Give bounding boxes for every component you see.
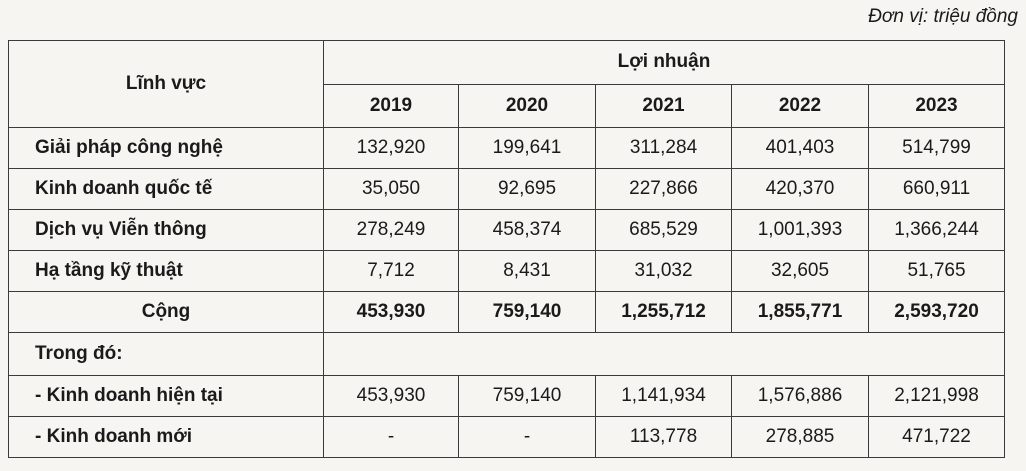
- row-value: 759,140: [459, 376, 596, 417]
- table-row: [9, 251, 1005, 292]
- row-value: 1,141,934: [596, 376, 732, 417]
- row-value: -: [459, 417, 596, 458]
- row-value: 8,431: [459, 251, 596, 292]
- row-value: 453,930: [324, 376, 459, 417]
- table-row: [9, 376, 1005, 417]
- row-value: 1,366,244: [869, 210, 1005, 251]
- table-row: [9, 210, 1005, 251]
- header-year: 2020: [459, 84, 596, 128]
- total-value: 453,930: [324, 292, 459, 333]
- table-row: [9, 128, 1005, 169]
- row-value: 35,050: [324, 169, 459, 210]
- row-value: 7,712: [324, 251, 459, 292]
- row-label: Dịch vụ Viễn thông: [9, 210, 324, 251]
- total-value: 2,593,720: [869, 292, 1005, 333]
- row-value: 311,284: [596, 128, 732, 169]
- row-value: 401,403: [732, 128, 869, 169]
- row-value: 113,778: [596, 417, 732, 458]
- row-label: - Kinh doanh hiện tại: [9, 376, 324, 417]
- row-value: 278,249: [324, 210, 459, 251]
- row-value: 31,032: [596, 251, 732, 292]
- total-value: 759,140: [459, 292, 596, 333]
- header-year: 2022: [732, 84, 869, 128]
- row-value: 458,374: [459, 210, 596, 251]
- row-label: Hạ tầng kỹ thuật: [9, 251, 324, 292]
- row-label: Giải pháp công nghệ: [9, 128, 324, 169]
- total-value: 1,255,712: [596, 292, 732, 333]
- header-year: 2021: [596, 84, 732, 128]
- table-row: [9, 169, 1005, 210]
- table-row: [9, 417, 1005, 458]
- row-value: 514,799: [869, 128, 1005, 169]
- row-value: 132,920: [324, 128, 459, 169]
- profit-table: [8, 40, 1005, 458]
- total-label: Cộng: [9, 292, 324, 333]
- row-value: 660,911: [869, 169, 1005, 210]
- row-value: 227,866: [596, 169, 732, 210]
- row-label: - Kinh doanh mới: [9, 417, 324, 458]
- header-year: 2019: [324, 84, 459, 128]
- row-value: 685,529: [596, 210, 732, 251]
- row-value: -: [324, 417, 459, 458]
- row-label: Kinh doanh quốc tế: [9, 169, 324, 210]
- row-value: 420,370: [732, 169, 869, 210]
- header-profit-group: Lợi nhuận: [324, 41, 1005, 85]
- total-value: 1,855,771: [732, 292, 869, 333]
- row-value: 199,641: [459, 128, 596, 169]
- header-field-label: Lĩnh vực: [9, 41, 324, 128]
- row-value: 471,722: [869, 417, 1005, 458]
- section-empty-cell: [324, 333, 1005, 376]
- section-label: Trong đó:: [9, 333, 324, 376]
- row-value: 51,765: [869, 251, 1005, 292]
- row-value: 1,001,393: [732, 210, 869, 251]
- header-year: 2023: [869, 84, 1005, 128]
- total-row: [9, 292, 1005, 333]
- row-value: 278,885: [732, 417, 869, 458]
- unit-note: Đơn vị: triệu đồng: [868, 6, 1018, 27]
- row-value: 1,576,886: [732, 376, 869, 417]
- row-value: 32,605: [732, 251, 869, 292]
- row-value: 92,695: [459, 169, 596, 210]
- row-value: 2,121,998: [869, 376, 1005, 417]
- section-row: [9, 333, 1005, 376]
